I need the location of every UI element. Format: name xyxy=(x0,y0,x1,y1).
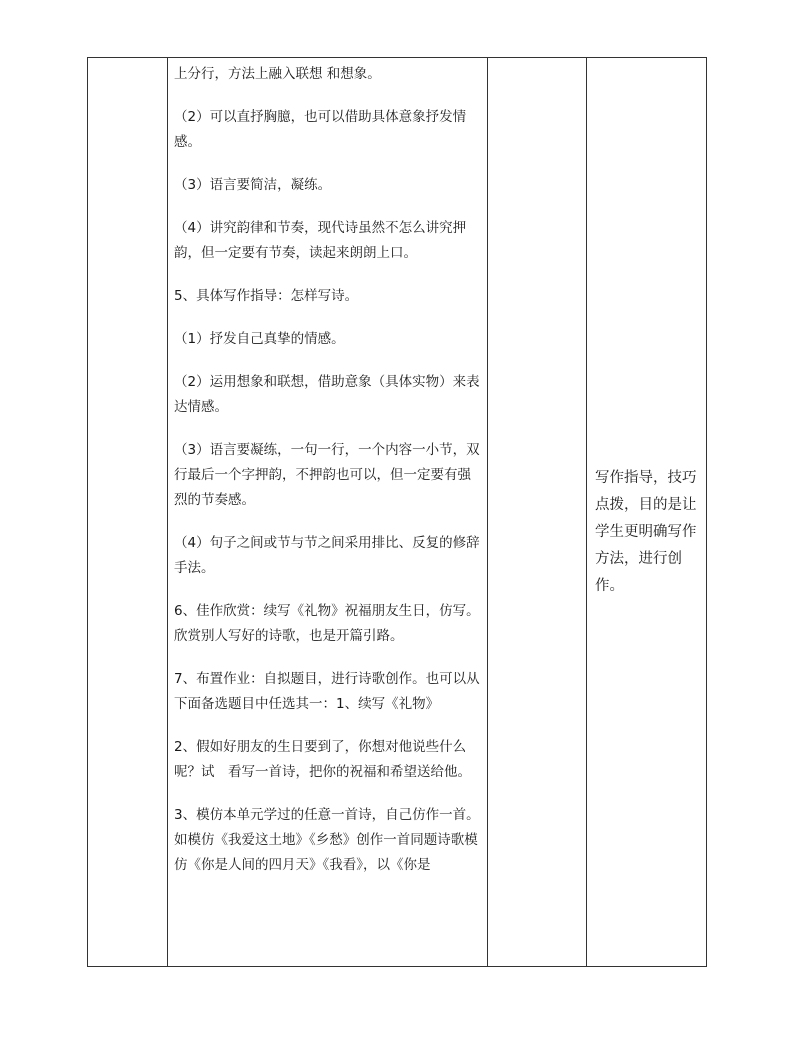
empty-student-activity-cell xyxy=(488,58,587,967)
design-intent-note: 写作指导，技巧点拨，目的是让学生更明确写作方法，进行创作。 xyxy=(595,469,697,594)
paragraph: （1）抒发自己真挚的情感。 xyxy=(174,331,345,347)
teaching-content-cell xyxy=(168,58,488,967)
empty-left-cell xyxy=(88,58,168,967)
table-row xyxy=(88,58,707,967)
paragraph: （4）讲究韵律和节奏，现代诗虽然不怎么讲究押韵，但一定要有节奏，读起来朗朗上口。 xyxy=(174,220,467,261)
paragraph: 上分行，方法上融入联想 和想象。 xyxy=(174,66,381,82)
paragraph: 3、模仿本单元学过的任意一首诗，自己仿作一首。如模仿《我爱这土地》《乡愁》创作一首同题诗歌模仿《你是人间的四月天》《我看》，以《你是 xyxy=(174,807,480,873)
lesson-plan-table xyxy=(87,57,707,967)
paragraph: 5、具体写作指导：怎样写诗。 xyxy=(174,288,359,304)
paragraph: 6、佳作欣赏：续写《礼物》祝福朋友生日，仿写。欣赏别人写好的诗歌，也是开篇引路。 xyxy=(174,603,480,644)
paragraph: （2）运用想象和联想，借助意象（具体实物）来表达情感。 xyxy=(174,374,480,415)
paragraph: （2）可以直抒胸臆，也可以借助具体意象抒发情感。 xyxy=(174,109,467,150)
teaching-content xyxy=(168,58,487,878)
paragraph: 2、假如好朋友的生日要到了，你想对他说些什么呢？试 看写一首诗，把你的祝福和希望送给他。 xyxy=(174,739,471,780)
paragraph: （4）句子之间或节与节之间采用排比、反复的修辞手法。 xyxy=(174,535,480,576)
paragraph: （3）语言要凝练，一句一行，一个内容一小节，双行最后一个字押韵，不押韵也可以，但一定要有强烈的节奏感。 xyxy=(174,442,480,508)
paragraph: （3）语言要简洁，凝练。 xyxy=(174,177,332,193)
paragraph: 7、布置作业：自拟题目，进行诗歌创作。也可以从下面备选题目中任选其一：1、续写《礼物》 xyxy=(174,671,480,712)
design-intent-cell xyxy=(587,58,707,967)
